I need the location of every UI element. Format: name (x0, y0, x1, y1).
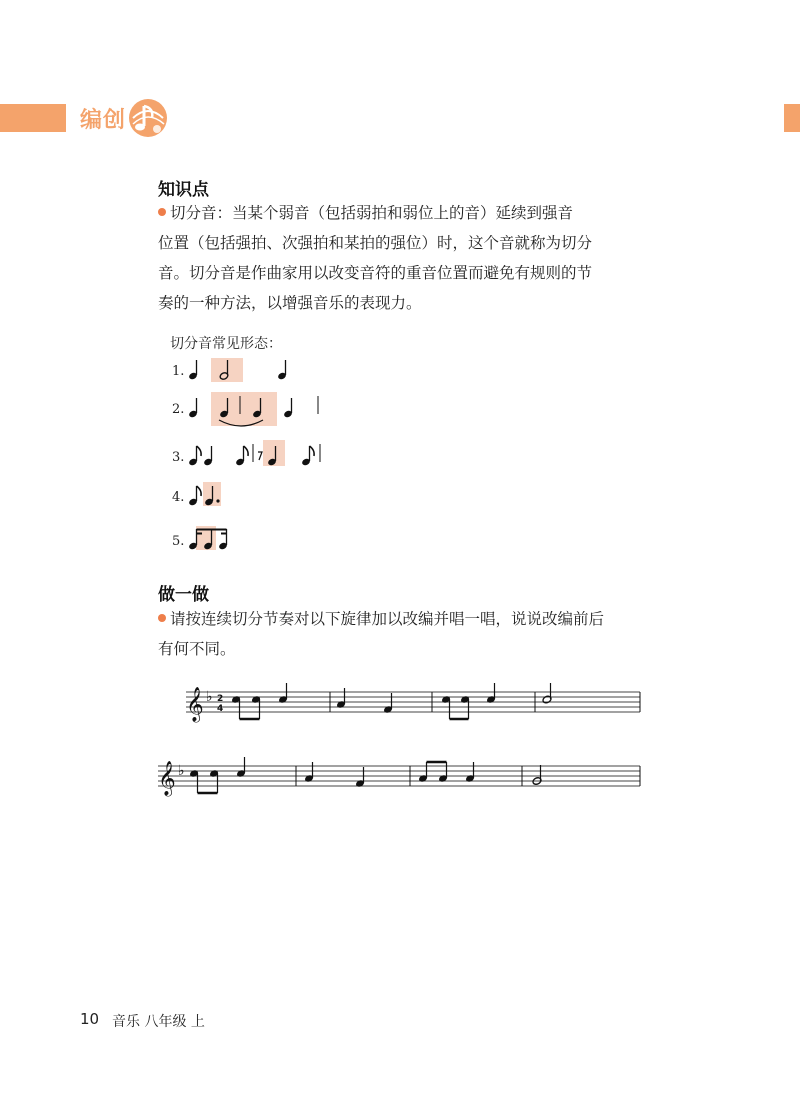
paragraph-line: 位置（包括强拍、次强拍和某拍的强位）时，这个音就称为切分 (158, 234, 593, 252)
treble-clef-icon: 𝄞 (158, 761, 176, 796)
time-signature-top: 2 (217, 694, 224, 704)
instruction-line: 请按连续切分节奏对以下旋律加以改编并唱一唱，说说改编前后 (170, 610, 605, 628)
form-row-label: 1. (172, 364, 185, 379)
page-number: 10 (80, 1010, 100, 1028)
paragraph-line: 奏的一种方法，以增强音乐的表现力。 (158, 294, 422, 312)
flat-key-signature-icon: ♭ (206, 689, 213, 705)
knowledge-heading: 知识点 (158, 180, 209, 200)
activity-heading: 做一做 (158, 585, 209, 605)
section-header-title: 编创 (80, 108, 127, 133)
time-signature-bottom: 4 (217, 704, 224, 714)
forms-caption: 切分音常见形态： (170, 336, 282, 352)
paragraph-line: 音。切分音是作曲家用以改变音符的重音位置而避免有规则的节 (158, 264, 593, 282)
paragraph-line: 切分音：当某个弱音（包括弱拍和弱位上的音）延续到强音 (170, 204, 574, 222)
form-row-label: 4. (172, 490, 185, 505)
form-row-label: 2. (172, 402, 185, 417)
instruction-line: 有何不同。 (158, 640, 236, 658)
form-row-label: 3. (172, 450, 185, 465)
form-row-label: 5. (172, 534, 185, 549)
book-title: 音乐 八年级 上 (112, 1014, 205, 1030)
flat-key-signature-icon: ♭ (178, 763, 185, 779)
treble-clef-icon: 𝄞 (186, 687, 204, 722)
